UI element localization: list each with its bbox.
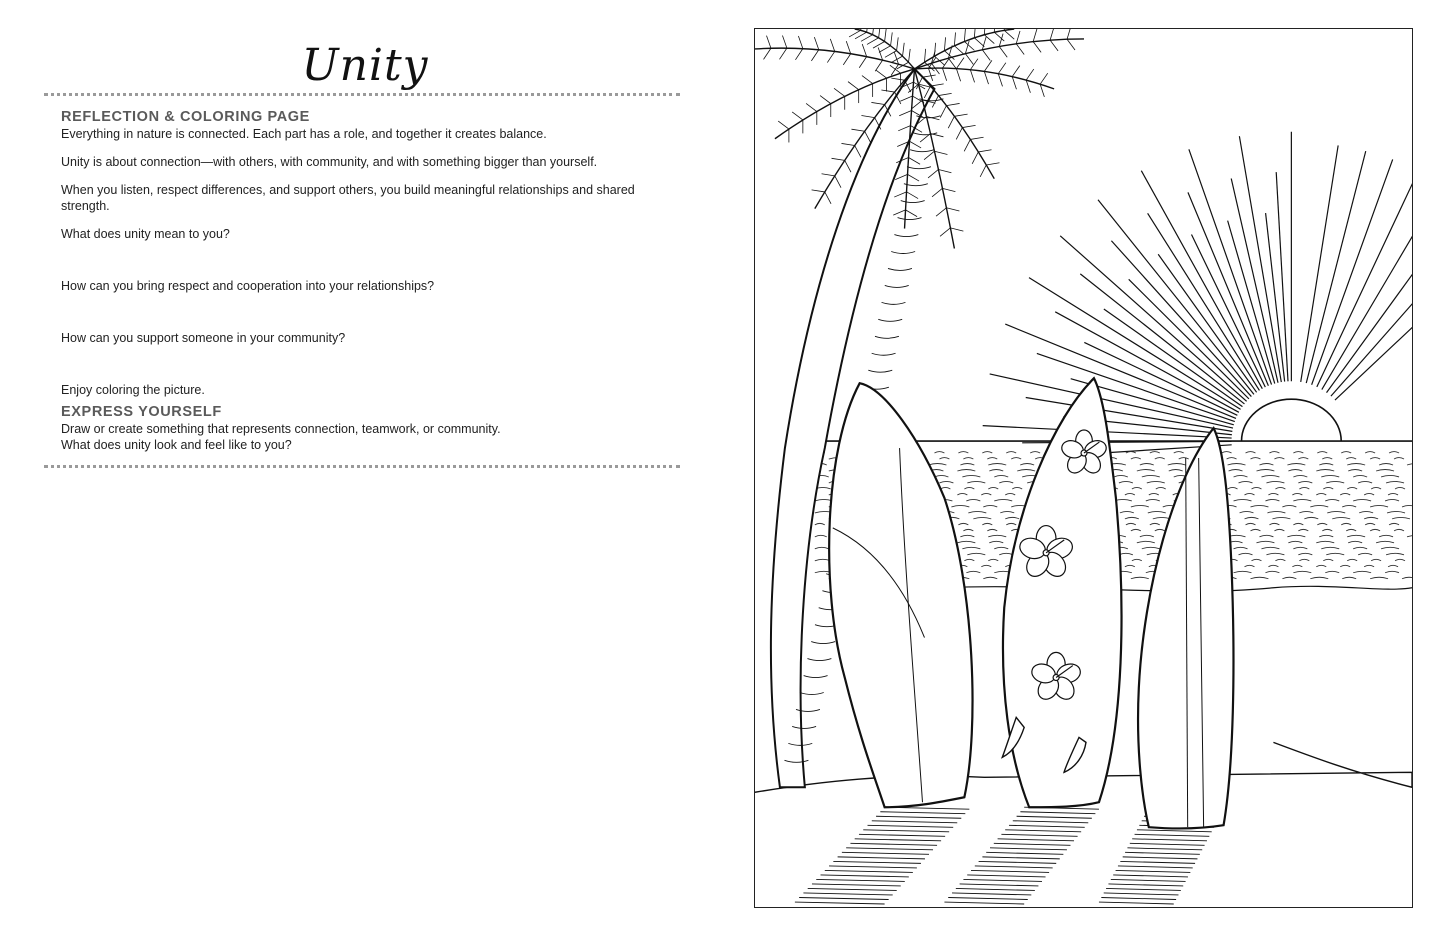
sun: [1242, 399, 1342, 441]
intro-paragraph: Everything in nature is connected. Each part has a role, and together it creates balance.: [61, 127, 547, 141]
content-body: [61, 108, 681, 453]
illustration-svg: [755, 29, 1412, 907]
question-support-community: How can you support someone in your community?: [61, 331, 346, 345]
coloring-instruction: Enjoy coloring the picture.: [61, 383, 205, 397]
coloring-illustration: [754, 28, 1413, 908]
dotted-divider-top: [44, 93, 680, 96]
surfboard-left: [829, 383, 972, 807]
express-line-1: Draw or create something that represents connection, teamwork, or community.: [61, 422, 501, 436]
reflection-heading: REFLECTION & COLORING PAGE: [61, 109, 310, 125]
question-unity-meaning: What does unity mean to you?: [61, 227, 230, 241]
express-heading: EXPRESS YOURSELF: [61, 404, 222, 420]
question-respect-cooperation: How can you bring respect and cooperation into your relationships?: [61, 279, 435, 293]
text-page: [0, 0, 720, 935]
express-line-2: What does unity look and feel like to you?: [61, 438, 292, 452]
dotted-divider-bottom: [44, 465, 680, 468]
palm-fronds: [755, 29, 1084, 249]
sun-rays: [983, 132, 1412, 456]
page-title: Unity: [301, 40, 429, 91]
unity-paragraph: Unity is about connection—with others, with community, and with something bigger than yourself.: [61, 155, 598, 169]
relationships-paragraph: When you listen, respect differences, and support others, you build meaningful relationships and shared strength.: [61, 183, 635, 213]
